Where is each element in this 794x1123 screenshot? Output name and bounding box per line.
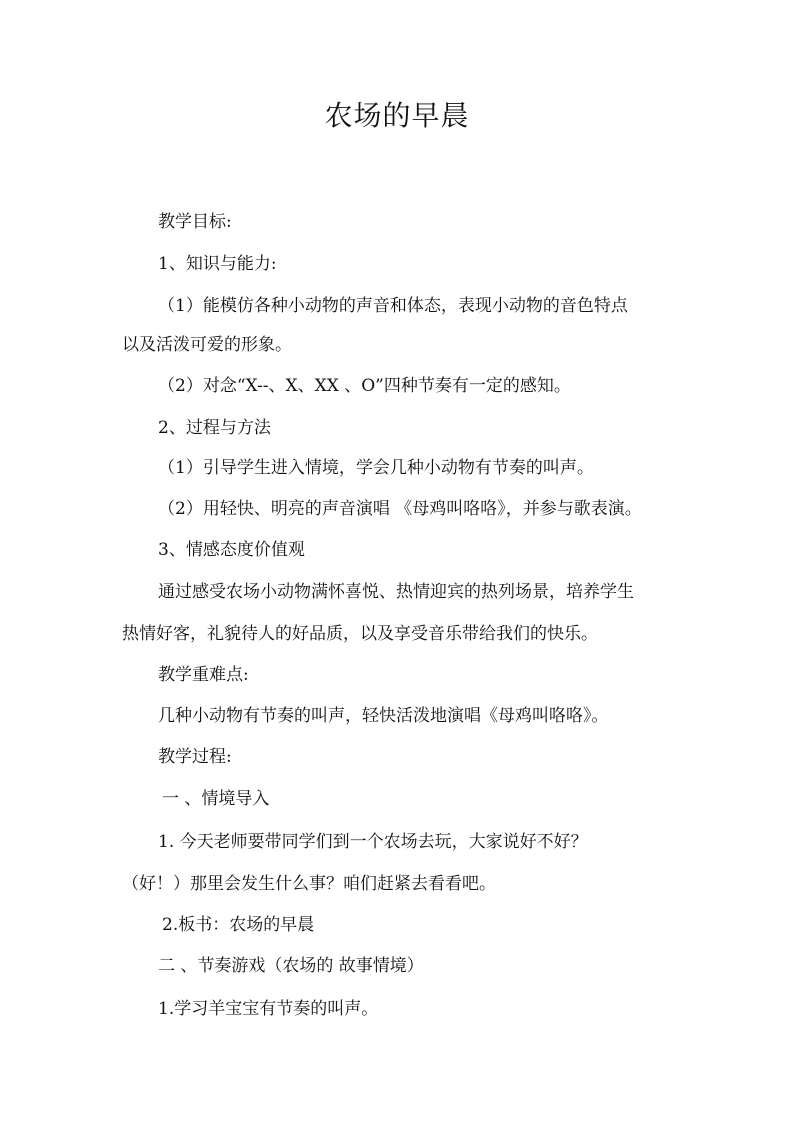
section-heading-objectives: 教学目标:: [158, 212, 232, 232]
section-heading-key-points: 教学重难点:: [158, 665, 249, 685]
objective-3-heading: 3、情感态度价值观: [158, 540, 305, 560]
objective-2-heading: 2、过程与方法: [158, 418, 271, 438]
step-1-heading: 一 、情境导入: [162, 789, 270, 809]
paragraph-line: （1）能模仿各种小动物的声音和体态，表现小动物的音色特点: [158, 296, 628, 316]
paragraph-line: 通过感受农场小动物满怀喜悦、热情迎宾的热列场景，培养学生: [158, 582, 634, 602]
step-2-heading: 二 、节奏游戏（农场的 故事情境）: [158, 956, 424, 976]
paragraph-line: 1.学习羊宝宝有节奏的叫声。: [158, 999, 379, 1019]
paragraph-line: （2）对念“X--、X、XX 、O”四种节奏有一定的感知。: [158, 376, 571, 396]
paragraph-line: （2）用轻快、明亮的声音演唱 《母鸡叫咯咯》，并参与歌表演。: [158, 499, 642, 519]
paragraph-line: （好！）那里会发生什么事？咱们赶紧去看看吧。: [122, 874, 496, 894]
paragraph-line: 1. 今天老师要带同学们到一个农场去玩，大家说好不好？: [158, 832, 588, 852]
section-heading-process: 教学过程:: [158, 747, 232, 767]
paragraph-line: 热情好客，礼貌待人的好品质，以及享受音乐带给我们的快乐。: [122, 624, 598, 644]
document-title: 农场的早晨: [324, 99, 470, 132]
paragraph-line: 以及活泼可爱的形象。: [122, 335, 292, 355]
paragraph-line: 2.板书：农场的早晨: [162, 915, 315, 935]
objective-1-heading: 1、知识与能力:: [158, 254, 277, 274]
paragraph-line: （1）引导学生进入情境，学会几种小动物有节奏的叫声。: [158, 458, 594, 478]
paragraph-line: 几种小动物有节奏的叫声，轻快活泼地演唱《母鸡叫咯咯》。: [158, 706, 609, 726]
